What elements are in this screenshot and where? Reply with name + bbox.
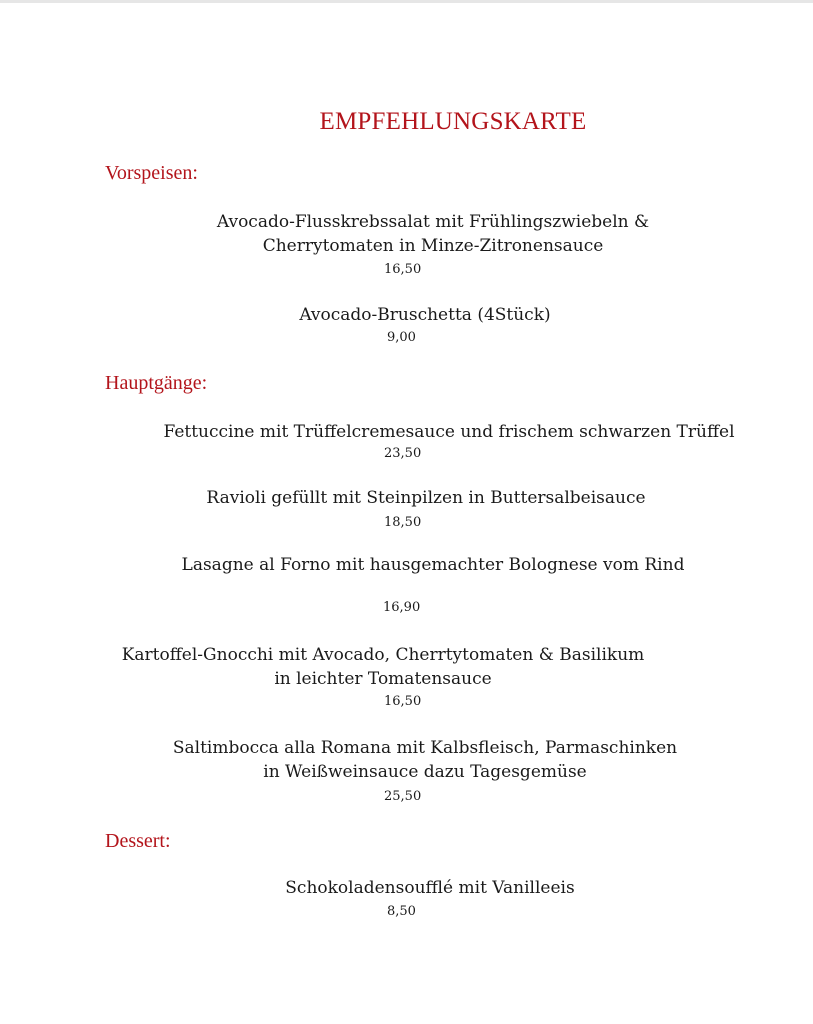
dish-name-line1: Ravioli gefüllt mit Steinpilzen in Buttersalbeisauce [206,488,646,508]
dish-schokoladensouffle [270,876,590,900]
dish-price: 16,50 [384,262,422,277]
top-border [0,0,813,3]
dish-name-line1: Schokoladensoufflé mit Vanilleeis [285,878,575,898]
dish-avocado-flusskrebssalat [205,210,661,258]
dish-kartoffel-gnocchi [103,643,663,691]
dish-name-line1: Lasagne al Forno mit hausgemachter Bolognese vom Rind [181,555,685,575]
menu-title: EMPFEHLUNGSKARTE [319,108,587,135]
dish-name-line1: Fettuccine mit Trüffelcremesauce und frischem schwarzen Trüffel [163,422,735,442]
dish-name-line2: in Weißweinsauce dazu Tagesgemüse [263,762,587,782]
dish-lasagne [170,553,696,577]
section-heading-vorspeisen: Vorspeisen: [105,162,198,184]
dish-price: 8,50 [387,904,416,919]
dish-name-line1: Avocado-Bruschetta (4Stück) [299,305,551,325]
dish-price: 9,00 [387,330,416,345]
dish-avocado-bruschetta [260,303,590,327]
dish-price: 18,50 [384,515,422,530]
dish-fettuccine [150,420,748,444]
dish-price: 23,50 [384,446,422,461]
dish-name-line1: Saltimbocca alla Romana mit Kalbsfleisch, Parmaschinken [172,738,678,758]
dish-price: 25,50 [384,789,422,804]
section-heading-dessert: Dessert: [105,830,171,852]
section-heading-hauptgaenge: Hauptgänge: [105,372,208,394]
dish-price: 16,90 [383,600,421,615]
dish-name-line2: in leichter Tomatensauce [274,669,492,689]
dish-name-line1: Kartoffel-Gnocchi mit Avocado, Cherrtytomaten & Basilikum [121,645,645,665]
dish-name-line1: Avocado-Flusskrebssalat mit Frühlingszwiebeln & [216,212,650,232]
dish-ravioli [196,486,656,510]
dish-price: 16,50 [384,694,422,709]
dish-name-line2: Cherrytomaten in Minze-Zitronensauce [262,236,604,256]
dish-saltimbocca [160,736,690,784]
